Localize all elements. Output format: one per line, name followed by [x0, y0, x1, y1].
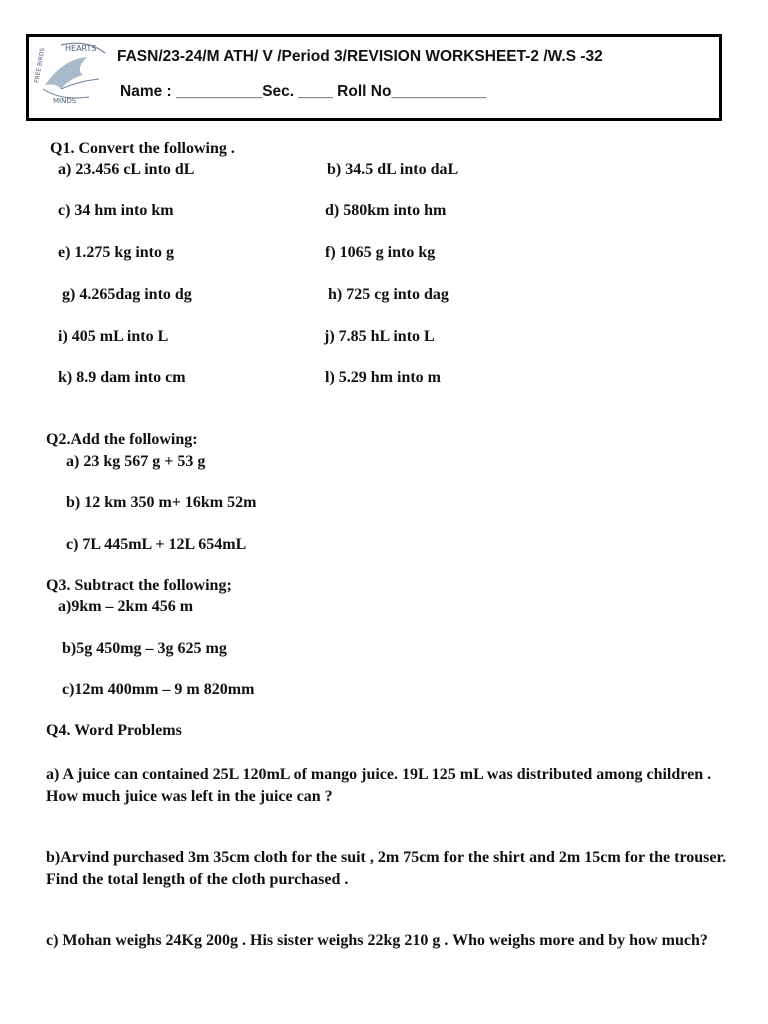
q2-item-c: c) 7L 445mL + 12L 654mL	[66, 536, 247, 553]
school-logo	[31, 39, 111, 107]
q1-item-k: k) 8.9 dam into cm	[58, 369, 186, 386]
q4-item-c: c) Mohan weighs 24Kg 200g . His sister weighs 22kg 210 g . Who weighs more and by how much?	[46, 932, 708, 949]
q1-item-l: l) 5.29 hm into m	[325, 369, 441, 386]
q1-item-j: j) 7.85 hL into L	[324, 328, 435, 345]
q1-item-e: e) 1.275 kg into g	[58, 244, 174, 261]
q4-item-b: b)Arvind purchased 3m 35cm cloth for the suit , 2m 75cm for the shirt and 2m 15cm for the trouser. Find the total length of the cloth purchased .	[46, 849, 727, 888]
worksheet-title: FASN/23-24/M ATH/ V /Period 3/REVISION WORKSHEET-2 /W.S -32	[117, 48, 603, 65]
q2-item-a: a) 23 kg 567 g + 53 g	[66, 453, 206, 470]
q1-item-c: c) 34 hm into km	[58, 202, 174, 219]
logo-text-left: FREE BIRDS	[33, 47, 47, 84]
q4-item-a: a) A juice can contained 25L 120mL of mango juice. 19L 125 mL was distributed among children . How much juice was left in the juice can ?	[46, 766, 712, 805]
student-details-line: Name : __________Sec. ____ Roll No___________	[120, 83, 487, 100]
q2-heading: Q2.Add the following:	[46, 431, 198, 448]
q3-heading: Q3. Subtract the following;	[46, 577, 232, 594]
q1-item-b: b) 34.5 dL into daL	[327, 161, 459, 178]
q1-item-h: h) 725 cg into dag	[328, 286, 449, 303]
q3-item-c: c)12m 400mm – 9 m 820mm	[62, 681, 255, 698]
q4-heading: Q4. Word Problems	[46, 722, 182, 739]
logo-text-top: HEARTS	[65, 44, 97, 53]
q1-item-d: d) 580km into hm	[325, 202, 447, 219]
q1-item-a: a) 23.456 cL into dL	[58, 161, 195, 178]
q3-item-b: b)5g 450mg – 3g 625 mg	[62, 640, 227, 657]
q1-item-i: i) 405 mL into L	[58, 328, 169, 345]
q3-item-a: a)9km – 2km 456 m	[58, 598, 194, 615]
q1-heading: Q1. Convert the following .	[50, 140, 235, 157]
logo-text-bottom: MINDS	[53, 97, 77, 105]
q2-item-b: b) 12 km 350 m+ 16km 52m	[66, 494, 257, 511]
worksheet-header	[26, 34, 722, 121]
q1-item-f: f) 1065 g into kg	[325, 244, 436, 261]
q1-item-g: g) 4.265dag into dg	[62, 286, 192, 303]
